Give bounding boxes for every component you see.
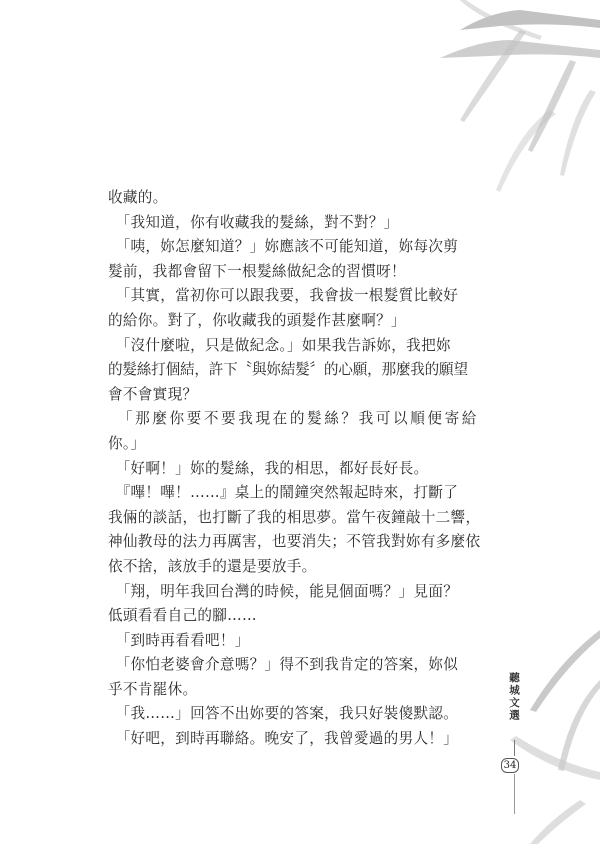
text-line: 髮前，我都會留下一根髮絲做紀念的習慣呀！ <box>108 262 406 280</box>
text-line: 乎不肯罷休。 <box>108 680 198 698</box>
text-line: 你。」 <box>108 434 146 452</box>
text-line: 「那麼你要不要我現在的髮絲？我可以順便寄給 <box>108 410 479 428</box>
text-line: 低頭看看自己的腳…… <box>108 607 257 625</box>
text-line: 會不會實現？ <box>108 385 198 403</box>
text-line: 的髮絲打個結，許下〝與妳結髮〞的心願，那麼我的願望 <box>108 361 468 379</box>
text-line: 「咦，妳怎麼知道？」妳應該不可能知道，妳每次剪 <box>108 238 459 256</box>
bamboo-decoration-top <box>400 0 600 200</box>
text-line: 收藏的。 <box>108 189 168 206</box>
text-line: 的給你。對了，你收藏我的頭髮作甚麼啊？」 <box>108 311 406 329</box>
text-line: 依不捨，該放手的還是要放手。 <box>108 557 317 575</box>
text-line: 「我知道，你有收藏我的髮絲，對不對？」 <box>108 213 399 231</box>
text-line: 「我……」回答不出妳要的答案，我只好裝傻默認。 <box>108 705 459 723</box>
text-line: 「你怕老婆會介意嗎？」得不到我肯定的答案，妳似 <box>108 656 459 674</box>
text-line: 神仙教母的法力再厲害，也要消失；不管我對妳有多麼依 <box>108 533 481 551</box>
text-line: 我倆的談話，也打斷了我的相思夢。當午夜鐘敲十二響， <box>108 508 481 526</box>
text-line: 『嗶！嗶！……』桌上的鬧鐘突然報起時來，打斷了 <box>108 484 459 502</box>
body-text <box>108 186 496 752</box>
text-line: 「翔，明年我回台灣的時候，能見個面嗎？」見面？ <box>108 582 459 600</box>
text-line: 「好吧，到時再聯絡。晚安了，我曾愛過的男人！」 <box>108 730 459 748</box>
divider <box>514 740 515 756</box>
text-line: 「到時再看看吧！」 <box>108 631 250 649</box>
text-line: 「其實，當初你可以跟我要，我會拔一根髮質比較好 <box>108 287 459 305</box>
divider <box>514 774 515 814</box>
text-line: 「好啊！」妳的髮絲，我的相思，都好長好長。 <box>108 459 429 477</box>
text-line: 「沒什麼啦，只是做紀念。」如果我告訴妳，我把妳 <box>108 336 451 354</box>
page-number: 34 <box>501 758 519 773</box>
book-title-label: 聽城文選 <box>508 672 520 722</box>
